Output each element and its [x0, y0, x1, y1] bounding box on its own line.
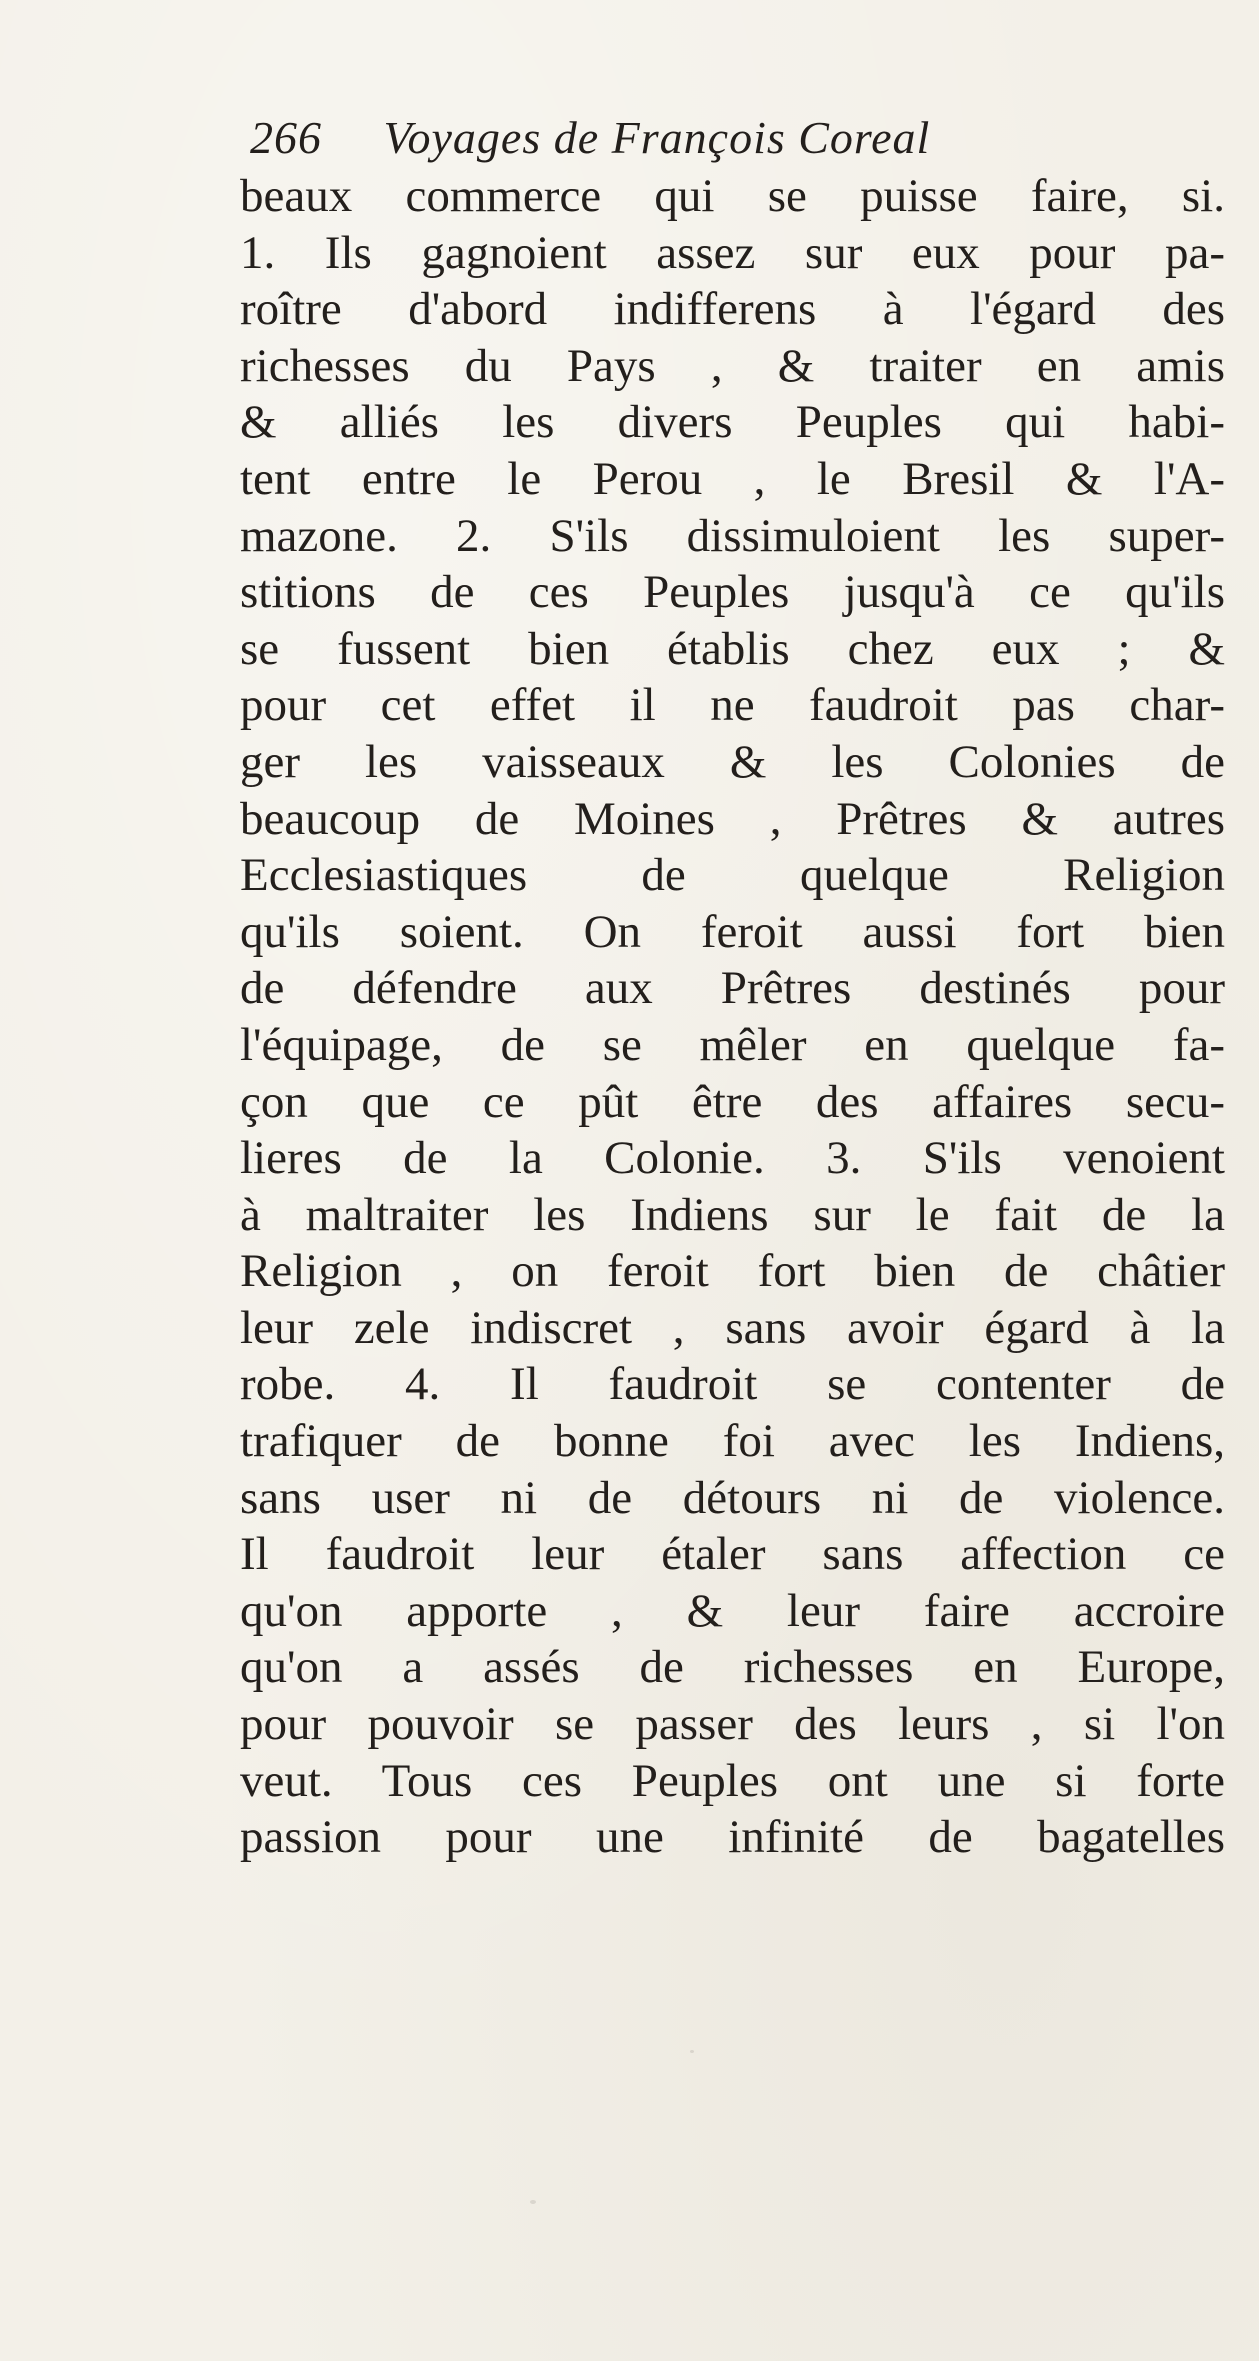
text-line: veut. Tous ces Peuples ont une si forte: [240, 1754, 1225, 1807]
text-line: sans user ni de détours ni de violence.: [240, 1471, 1225, 1524]
text-line: beaucoup de Moines , Prêtres & autres: [240, 792, 1225, 845]
ink-speck: [530, 2200, 536, 2204]
text-line: l'équipage, de se mêler en quelque fa-: [240, 1018, 1225, 1071]
text-line: roître d'abord indifferens à l'égard des: [240, 283, 1225, 336]
text-line: pour cet effet il ne faudroit pas char-: [240, 679, 1225, 732]
text-line: richesses du Pays , & traiter en amis: [240, 339, 1225, 392]
text-line: se fussent bien établis chez eux ; &: [240, 622, 1225, 675]
text-line: qu'ils soient. On feroit aussi fort bien: [240, 905, 1225, 958]
text-line: lieres de la Colonie. 3. S'ils venoient: [240, 1132, 1225, 1185]
text-line: çon que ce pût être des affaires secu-: [240, 1075, 1225, 1128]
text-line: mazone. 2. S'ils dissimuloient les super-: [240, 509, 1225, 562]
page-number: 266: [250, 112, 322, 163]
text-line: Il faudroit leur étaler sans affection ce: [240, 1528, 1225, 1581]
text-line: de défendre aux Prêtres destinés pour: [240, 962, 1225, 1015]
text-line: robe. 4. Il faudroit se contenter de: [240, 1358, 1225, 1411]
text-line: leur zele indiscret , sans avoir égard à la: [240, 1301, 1225, 1354]
text-line: Ecclesiastiques de quelque Religion: [240, 849, 1225, 902]
text-line: qu'on a assés de richesses en Europe,: [240, 1641, 1225, 1694]
running-title: Voyages de François Coreal: [383, 112, 931, 163]
text-line: 1. Ils gagnoient assez sur eux pour pa-: [240, 226, 1225, 279]
text-line: & alliés les divers Peuples qui habi-: [240, 396, 1225, 449]
text-line: qu'on apporte , & leur faire accroire: [240, 1584, 1225, 1637]
page-header: [250, 108, 1150, 168]
text-line: Religion , on feroit fort bien de châtier: [240, 1245, 1225, 1298]
text-line: à maltraiter les Indiens sur le fait de la: [240, 1188, 1225, 1241]
body-text: [240, 168, 1225, 1866]
text-line: tent entre le Perou , le Bresil & l'A-: [240, 452, 1225, 505]
text-line: pour pouvoir se passer des leurs , si l'on: [240, 1698, 1225, 1751]
text-line: trafiquer de bonne foi avec les Indiens,: [240, 1415, 1225, 1468]
text-line: beaux commerce qui se puisse faire, si.: [240, 170, 1225, 222]
text-line: passion pour une infinité de bagatelles: [240, 1811, 1225, 1864]
text-line: ger les vaisseaux & les Colonies de: [240, 735, 1225, 788]
ink-speck: [690, 2050, 694, 2053]
text-line: stitions de ces Peuples jusqu'à ce qu'ils: [240, 566, 1225, 619]
